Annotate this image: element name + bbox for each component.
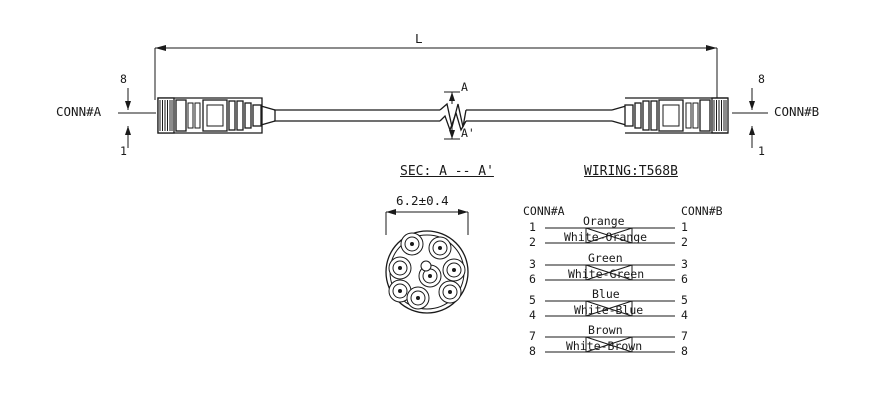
pin-label-left-bottom: 1 xyxy=(120,144,127,158)
left-pin-leaders xyxy=(125,88,131,148)
pin-label-left-top: 8 xyxy=(120,72,127,86)
wiring-left-pin: 4 xyxy=(529,308,536,322)
wire-color-label: White-Green xyxy=(568,267,645,281)
wire-color-label: Orange xyxy=(583,214,625,228)
cable-diameter-label: 6.2±0.4 xyxy=(396,193,449,208)
cable-cross-section-group xyxy=(386,209,468,313)
wiring-title: WIRING:T568B xyxy=(584,164,678,179)
section-mark-bottom-label: A' xyxy=(461,126,475,140)
wiring-left-pin: 6 xyxy=(529,272,536,286)
wiring-left-pin: 3 xyxy=(529,257,536,271)
connector-a-label: CONN#A xyxy=(56,104,102,119)
wiring-left-pin: 1 xyxy=(529,220,536,234)
section-view-title: SEC: A -- A' xyxy=(400,164,494,179)
wire-color-label: Blue xyxy=(592,287,620,301)
cable-body-group xyxy=(274,104,612,130)
wire-color-label: Brown xyxy=(588,323,623,337)
wiring-right-pin: 3 xyxy=(681,257,688,271)
wire-color-label: Green xyxy=(588,251,623,265)
pin-label-right-top: 8 xyxy=(758,72,765,86)
wiring-right-pin: 1 xyxy=(681,220,688,234)
length-dimension-group xyxy=(155,45,717,100)
wiring-right-pin: 8 xyxy=(681,344,688,358)
section-cut-marks-group xyxy=(444,92,460,139)
wiring-left-pin: 7 xyxy=(529,329,536,343)
wiring-left-pin: 8 xyxy=(529,344,536,358)
length-dimension-label: L xyxy=(415,31,423,46)
wire-color-label: White-Blue xyxy=(574,303,644,317)
wiring-right-pin: 2 xyxy=(681,235,688,249)
section-mark-top-label: A xyxy=(461,80,468,94)
wiring-header-right: CONN#B xyxy=(681,204,723,218)
wiring-right-pin: 5 xyxy=(681,293,688,307)
right-connector-group xyxy=(612,98,728,133)
wiring-left-pin: 5 xyxy=(529,293,536,307)
wiring-right-pin: 4 xyxy=(681,308,688,322)
wiring-right-pin: 7 xyxy=(681,329,688,343)
left-connector-group xyxy=(158,98,275,133)
wire-color-label: White-Brown xyxy=(566,339,643,353)
wire-color-label: White-Orange xyxy=(564,230,648,244)
pin-label-right-bottom: 1 xyxy=(758,144,765,158)
wiring-left-pin: 2 xyxy=(529,235,536,249)
right-pin-leaders xyxy=(749,88,755,148)
wiring-right-pin: 6 xyxy=(681,272,688,286)
wiring-header-left: CONN#A xyxy=(523,204,565,218)
connector-b-label: CONN#B xyxy=(774,104,820,119)
